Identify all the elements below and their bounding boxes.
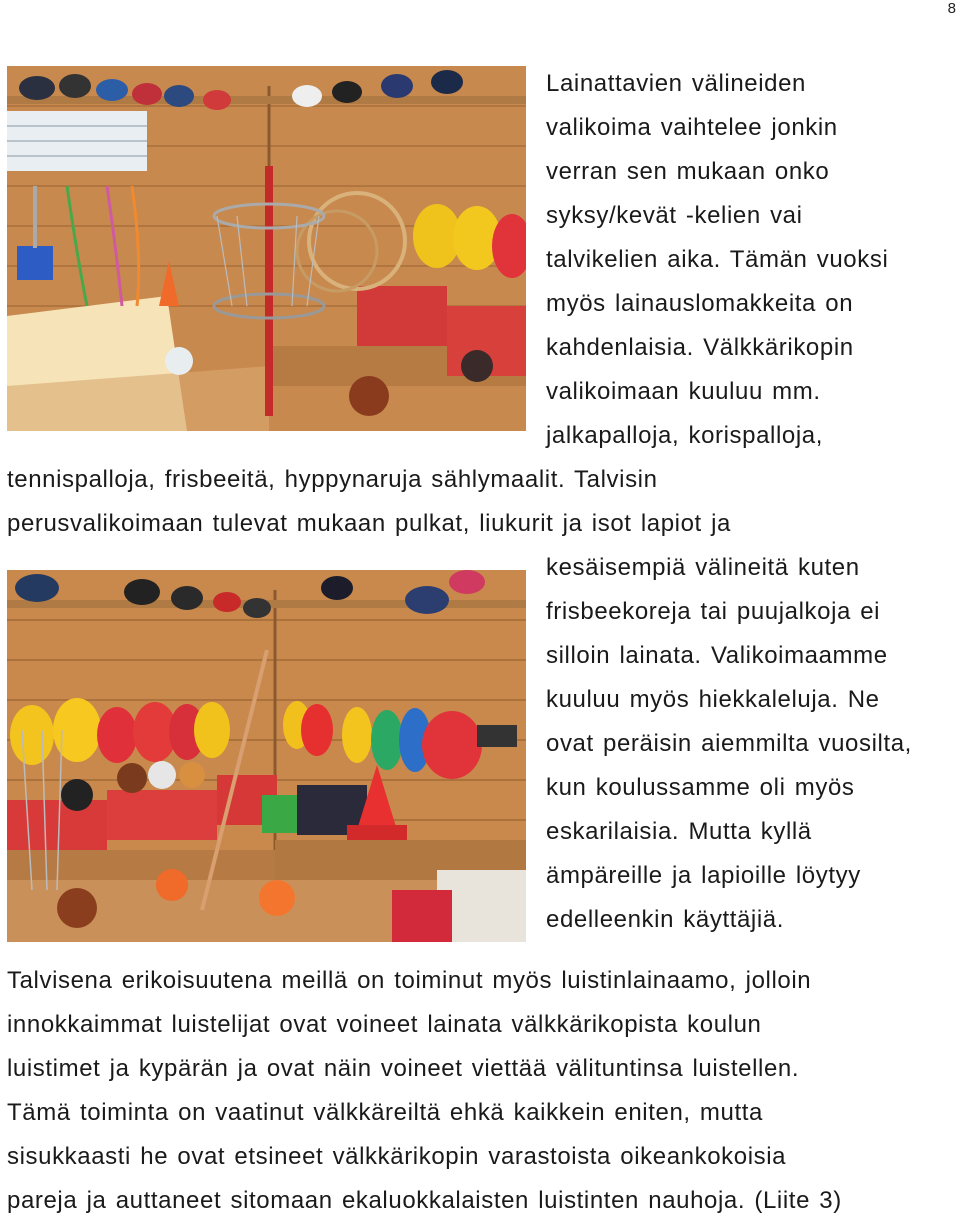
paragraph-1-line: valikoima vaihtelee jonkin — [546, 114, 838, 141]
paragraph-1-line: tennispalloja, frisbeeitä, hyppynaruja sählymaalit. Talvisin — [7, 466, 658, 493]
paragraph-1-line: eskarilaisia. Mutta kyllä — [546, 818, 812, 845]
paragraph-2-line: innokkaimmat luistelijat ovat voineet lainata välkkärikopista koulun — [7, 1011, 762, 1038]
paragraph-1-line: Lainattavien välineiden — [546, 70, 806, 97]
paragraph-2-line: sisukkaasti he ovat etsineet välkkärikopin varastoista oikeankokoisia — [7, 1143, 787, 1170]
storage-room-photo-bottom — [7, 570, 526, 942]
paragraph-1-line: kuuluu myös hiekkaleluja. Ne — [546, 686, 880, 713]
paragraph-1-line: edelleenkin käyttäjiä. — [546, 906, 785, 933]
paragraph-1-line: kahdenlaisia. Välkkärikopin — [546, 334, 854, 361]
paragraph-2-line: luistimet ja kypärän ja ovat näin voineet viettää välituntinsa luistellen. — [7, 1055, 800, 1082]
paragraph-1-line: ämpäreille ja lapioille löytyy — [546, 862, 861, 889]
paragraph-2-line: pareja ja auttaneet sitomaan ekaluokkalaisten luistinten nauhoja. (Liite 3) — [7, 1187, 842, 1214]
paragraph-1-line: verran sen mukaan onko — [546, 158, 830, 185]
paragraph-1-line: myös lainauslomakkeita on — [546, 290, 854, 317]
paragraph-1-line: silloin lainata. Valikoimaamme — [546, 642, 888, 669]
paragraph-1-line: valikoimaan kuuluu mm. — [546, 378, 821, 405]
paragraph-1-line: frisbeekoreja tai puujalkoja ei — [546, 598, 881, 625]
paragraph-1-line: kesäisempiä välineitä kuten — [546, 554, 860, 581]
paragraph-2-line: Talvisena erikoisuutena meillä on toiminut myös luistinlainaamo, jolloin — [7, 967, 812, 994]
paragraph-1-line: jalkapalloja, korispalloja, — [546, 422, 824, 449]
paragraph-2-line: Tämä toiminta on vaatinut välkkäreiltä ehkä kaikkein eniten, mutta — [7, 1099, 763, 1126]
page-number: 8 — [947, 0, 956, 17]
paragraph-1-line: perusvalikoimaan tulevat mukaan pulkat, liukurit ja isot lapiot ja — [7, 510, 731, 537]
paragraph-1-line: ovat peräisin aiemmilta vuosilta, — [546, 730, 912, 757]
storage-room-photo-top — [7, 66, 526, 431]
paragraph-1-line: kun koulussamme oli myös — [546, 774, 855, 801]
paragraph-1-line: syksy/kevät -kelien vai — [546, 202, 803, 229]
paragraph-1-line: talvikelien aika. Tämän vuoksi — [546, 246, 889, 273]
